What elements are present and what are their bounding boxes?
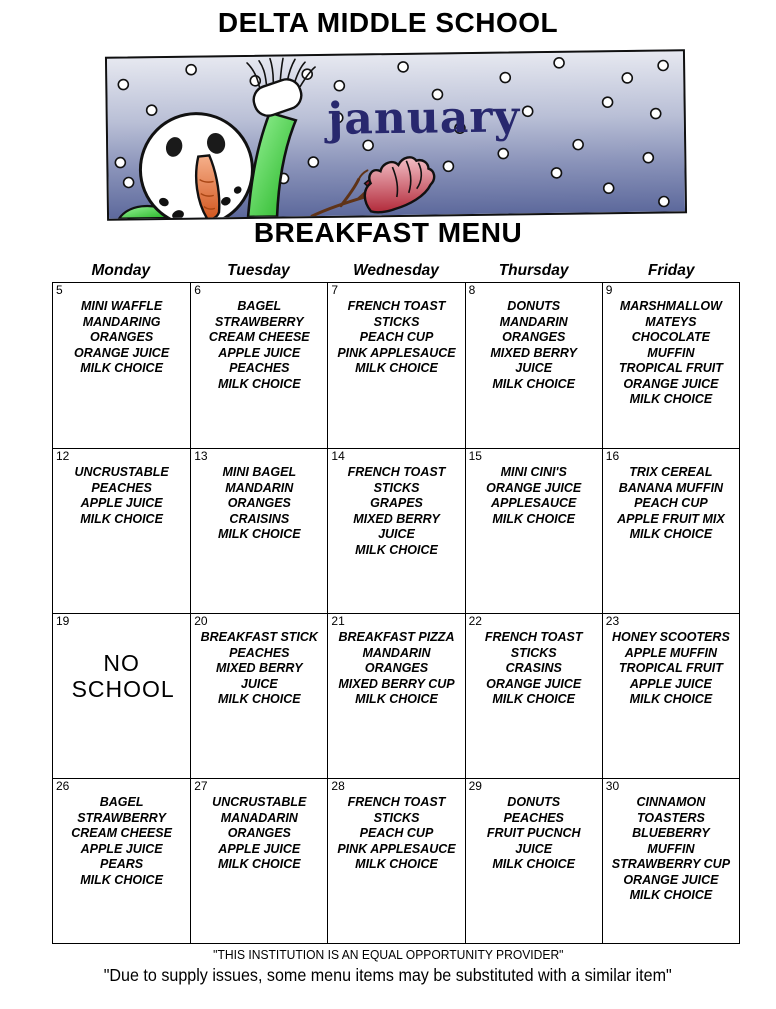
day-header-wednesday: Wednesday bbox=[353, 262, 439, 279]
calendar-cell-21 bbox=[327, 613, 464, 778]
menu-item: PINK APPLESAUCE bbox=[337, 345, 456, 360]
menu-item: MUFFIN bbox=[647, 841, 695, 856]
menu-item: APPLE JUICE bbox=[218, 841, 301, 856]
menu-item: MILK CHOICE bbox=[629, 888, 713, 902]
menu-item: FRUIT PUCNCH bbox=[486, 826, 581, 840]
menu-item: MILK CHOICE bbox=[80, 511, 163, 526]
day-header-monday: Monday bbox=[91, 262, 151, 279]
menu-item: APPLE JUICE bbox=[629, 676, 712, 691]
menu-item: MILK CHOICE bbox=[355, 542, 438, 557]
menu-item: BLUEBERRY bbox=[632, 826, 710, 840]
menu-item: STICKS bbox=[510, 645, 557, 660]
menu-item: CREAM CHEESE bbox=[71, 826, 172, 840]
date-number: 23 bbox=[605, 614, 620, 628]
calendar-cell-14 bbox=[327, 448, 464, 613]
calendar-cell-15 bbox=[465, 448, 602, 613]
menu-items bbox=[53, 779, 190, 888]
calendar-cell-19 bbox=[53, 613, 190, 778]
menu-item: STICKS bbox=[373, 810, 420, 825]
menu-item: PEACHES bbox=[229, 361, 290, 375]
menu-item: APPLESAUCE bbox=[490, 496, 577, 510]
menu-item: MILK CHOICE bbox=[217, 857, 301, 871]
date-number: 8 bbox=[468, 283, 476, 297]
menu-item: MINI WAFFLE bbox=[80, 299, 163, 313]
menu-item: FRENCH TOAST bbox=[347, 795, 446, 809]
substitution-notice bbox=[0, 965, 776, 986]
menu-item: MILK CHOICE bbox=[492, 511, 576, 526]
menu-items bbox=[466, 449, 602, 527]
menu-item: ORANGE JUICE bbox=[486, 676, 582, 691]
menu-items bbox=[191, 779, 327, 873]
date-number: 19 bbox=[56, 614, 70, 628]
date-number: 21 bbox=[331, 614, 345, 628]
menu-item: MILK CHOICE bbox=[80, 361, 163, 375]
month-title: january bbox=[327, 91, 521, 145]
menu-item: ORANGE JUICE bbox=[74, 345, 170, 360]
date-number: 6 bbox=[194, 283, 201, 297]
menu-item: APPLE FRUIT MIX bbox=[617, 511, 725, 526]
calendar-cell-12 bbox=[53, 448, 190, 613]
menu-item: UNCRUSTABLE bbox=[212, 795, 307, 809]
menu-item: MATEYS bbox=[645, 314, 697, 329]
day-header-thursday: Thursday bbox=[498, 262, 569, 279]
date-number: 13 bbox=[194, 449, 208, 463]
equal-opportunity-notice bbox=[0, 947, 776, 962]
menu-item: MANDARING bbox=[82, 314, 161, 329]
menu-items bbox=[53, 283, 190, 377]
calendar-cell-22 bbox=[465, 613, 602, 778]
calendar-cell-27 bbox=[190, 778, 327, 943]
menu-items bbox=[466, 779, 602, 873]
calendar-cell-13 bbox=[190, 448, 327, 613]
menu-item: MILK CHOICE bbox=[492, 857, 576, 871]
menu-items bbox=[328, 449, 464, 558]
no-school-label: NO SCHOOL bbox=[71, 650, 175, 702]
menu-item: MILK CHOICE bbox=[629, 527, 713, 541]
page-title: DELTA MIDDLE SCHOOL bbox=[217, 7, 559, 38]
menu-item: ORANGES bbox=[227, 826, 291, 840]
menu-item: STRAWBERRY bbox=[214, 314, 304, 329]
menu-item: CINNAMON bbox=[636, 795, 706, 809]
calendar-cell-16 bbox=[602, 448, 739, 613]
menu-item: FRENCH TOAST bbox=[347, 299, 446, 313]
menu-item: MILK CHOICE bbox=[492, 376, 576, 391]
day-header-tuesday: Tuesday bbox=[227, 262, 290, 279]
date-number: 16 bbox=[605, 449, 620, 463]
winter-banner-art bbox=[107, 51, 685, 219]
menu-item: MINI CINI'S bbox=[500, 465, 567, 479]
menu-item: MILK CHOICE bbox=[217, 527, 301, 541]
menu-item: ORANGE JUICE bbox=[486, 480, 582, 495]
calendar-cell-29 bbox=[465, 778, 602, 943]
menu-item: APPLE JUICE bbox=[80, 496, 163, 510]
menu-item: STICKS bbox=[373, 480, 420, 495]
menu-item: STRAWBERRY bbox=[77, 810, 166, 825]
calendar-cell-6 bbox=[190, 283, 327, 448]
menu-item: PEACHES bbox=[229, 645, 290, 660]
menu-item: PEACH CUP bbox=[359, 330, 434, 344]
menu-item: PINK APPLESAUCE bbox=[337, 841, 456, 856]
menu-item: CHOCOLATE bbox=[631, 330, 711, 344]
date-number: 22 bbox=[468, 614, 482, 628]
calendar-cell-28 bbox=[327, 778, 464, 943]
date-number: 28 bbox=[331, 779, 345, 793]
date-number: 5 bbox=[56, 283, 63, 297]
menu-item: MILK CHOICE bbox=[80, 872, 163, 887]
date-number: 26 bbox=[56, 779, 70, 793]
menu-item: JUICE bbox=[378, 527, 415, 541]
calendar-cell-26 bbox=[53, 778, 190, 943]
menu-items bbox=[191, 449, 327, 543]
menu-items bbox=[603, 449, 739, 543]
menu-item: FRENCH TOAST bbox=[347, 465, 446, 479]
date-number: 30 bbox=[605, 779, 620, 793]
menu-item: ORANGES bbox=[502, 330, 566, 344]
calendar-cell-8 bbox=[465, 283, 602, 448]
menu-item: MILK CHOICE bbox=[217, 376, 301, 391]
date-number: 29 bbox=[468, 779, 482, 793]
january-banner-illustration bbox=[105, 49, 687, 221]
menu-item: BAGEL bbox=[237, 299, 282, 313]
calendar-cell-30 bbox=[602, 778, 739, 943]
menu-item: TROPICAL FRUIT bbox=[618, 361, 723, 375]
menu-item: MARSHMALLOW bbox=[619, 299, 722, 313]
menu-item: ORANGE JUICE bbox=[623, 376, 719, 391]
menu-item: BREAKFAST PIZZA bbox=[338, 630, 455, 644]
date-number: 7 bbox=[331, 283, 339, 297]
menu-item: MILK CHOICE bbox=[355, 692, 438, 706]
menu-item: PEACHES bbox=[503, 810, 564, 825]
menu-item: TROPICAL FRUIT bbox=[618, 661, 723, 675]
menu-item: ORANGES bbox=[364, 661, 429, 675]
date-number: 27 bbox=[194, 779, 208, 793]
date-number: 12 bbox=[56, 449, 70, 463]
day-header-friday: Friday bbox=[647, 262, 695, 279]
date-number: 9 bbox=[605, 283, 613, 297]
menu-item: MILK CHOICE bbox=[217, 692, 301, 706]
calendar-cell-20 bbox=[190, 613, 327, 778]
menu-item: ORANGES bbox=[227, 496, 291, 510]
menu-item: ORANGES bbox=[89, 330, 154, 344]
menu-items bbox=[466, 614, 602, 708]
menu-item: JUICE bbox=[515, 841, 553, 856]
menu-item: CREAM CHEESE bbox=[208, 330, 310, 344]
menu-item: MILK CHOICE bbox=[629, 692, 713, 706]
calendar-day-headers bbox=[52, 261, 740, 282]
menu-item: ORANGE JUICE bbox=[623, 872, 719, 887]
menu-item: PEARS bbox=[100, 857, 144, 871]
menu-item: GRAPES bbox=[370, 496, 423, 510]
date-number: 15 bbox=[468, 449, 482, 463]
menu-item: MANDARIN bbox=[225, 480, 294, 495]
menu-item: PEACH CUP bbox=[634, 496, 708, 510]
equal-opportunity-notice-text: "THIS INSTITUTION IS AN EQUAL OPPORTUNITY PROVIDER" bbox=[212, 947, 564, 962]
breakfast-calendar bbox=[52, 261, 740, 944]
menu-item: MIXED BERRY bbox=[490, 345, 577, 360]
menu-item: UNCRUSTABLE bbox=[74, 465, 169, 479]
calendar-cell-9 bbox=[602, 283, 739, 448]
menu-item: MANDARIN bbox=[499, 314, 568, 329]
menu-item: MILK CHOICE bbox=[492, 692, 576, 706]
menu-items bbox=[603, 779, 739, 904]
menu-item: FRENCH TOAST bbox=[484, 630, 583, 644]
menu-item: TRIX CEREAL bbox=[629, 465, 713, 479]
menu-item: DONUTS bbox=[507, 299, 561, 313]
calendar-cell-5 bbox=[53, 283, 190, 448]
menu-item: MINI BAGEL bbox=[222, 465, 297, 479]
menu-title: BREAKFAST MENU bbox=[253, 217, 523, 248]
substitution-notice-text: "Due to supply issues, some menu items may be substituted with a similar item" bbox=[103, 965, 672, 985]
menu-item: MANDARIN bbox=[362, 645, 431, 660]
calendar-cell-23 bbox=[602, 613, 739, 778]
menu-item: TOASTERS bbox=[636, 810, 705, 825]
menu-items bbox=[466, 283, 602, 392]
menu-item: BAGEL bbox=[99, 795, 144, 809]
calendar-cell-7 bbox=[327, 283, 464, 448]
menu-item: APPLE MUFFIN bbox=[624, 645, 718, 660]
menu-item: BANANA MUFFIN bbox=[618, 480, 724, 495]
menu-item: PEACH CUP bbox=[359, 826, 434, 840]
menu-item: HONEY SCOOTERS bbox=[611, 630, 730, 644]
menu-item: JUICE bbox=[515, 361, 553, 375]
date-number: 20 bbox=[194, 614, 208, 628]
menu-item: CRAISINS bbox=[229, 511, 290, 526]
menu-item: MANADARIN bbox=[220, 810, 298, 825]
menu-items bbox=[191, 614, 327, 708]
menu-item: BREAKFAST STICK bbox=[200, 630, 318, 644]
menu-item: PEACHES bbox=[91, 480, 152, 495]
menu-item: DONUTS bbox=[507, 795, 561, 809]
menu-item: STICKS bbox=[373, 314, 420, 329]
menu-items bbox=[328, 614, 464, 708]
menu-items bbox=[53, 449, 190, 527]
menu-item: MUFFIN bbox=[647, 345, 695, 360]
menu-item: MIXED BERRY bbox=[353, 511, 440, 526]
menu-item: STRAWBERRY CUP bbox=[611, 857, 731, 871]
menu-items bbox=[603, 614, 739, 708]
menu-item: MILK CHOICE bbox=[355, 857, 438, 871]
menu-items bbox=[328, 283, 464, 377]
calendar-grid bbox=[52, 282, 740, 944]
date-number: 14 bbox=[331, 449, 345, 463]
menu-item: APPLE JUICE bbox=[218, 345, 301, 360]
menu-item: MIXED BERRY CUP bbox=[338, 676, 455, 691]
menu-item: MILK CHOICE bbox=[629, 392, 713, 406]
menu-item: APPLE JUICE bbox=[80, 841, 163, 856]
menu-item: JUICE bbox=[240, 676, 278, 691]
menu-items bbox=[603, 283, 739, 408]
menu-item: MILK CHOICE bbox=[355, 361, 438, 375]
menu-item: CRASINS bbox=[505, 661, 562, 675]
menu-item: MIXED BERRY bbox=[215, 661, 303, 675]
menu-items bbox=[328, 779, 464, 873]
menu-items bbox=[191, 283, 327, 392]
